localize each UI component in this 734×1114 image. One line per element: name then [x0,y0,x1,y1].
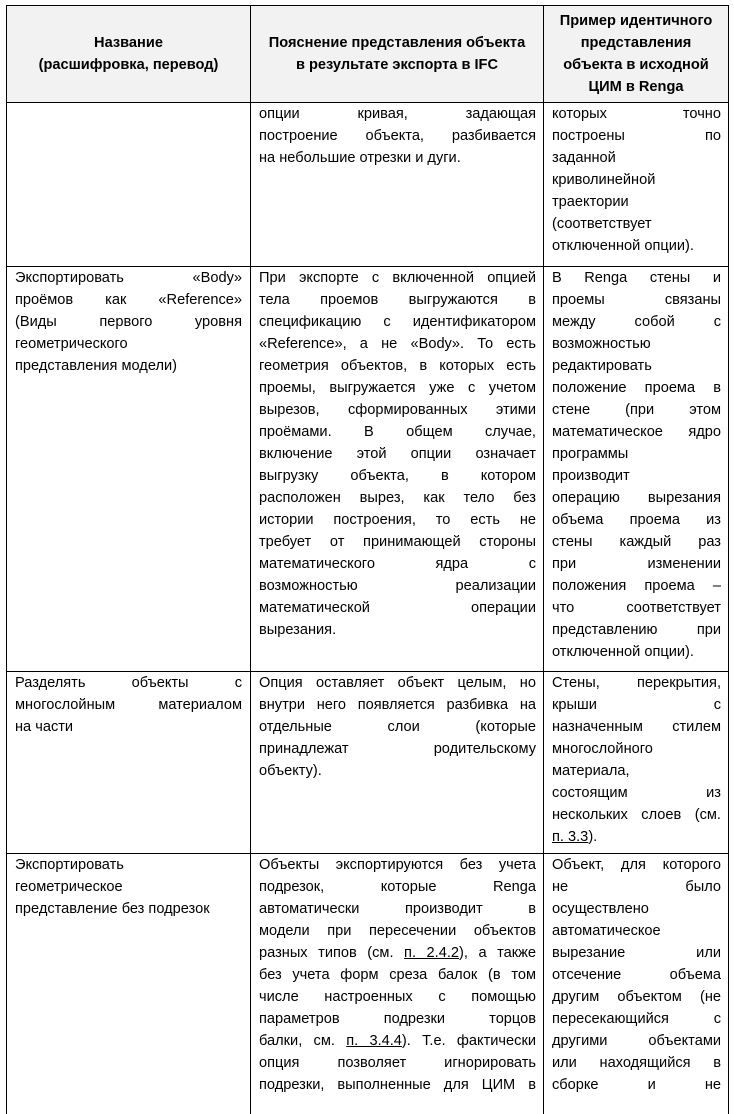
cell-example [544,672,729,854]
text-line: автоматическое [552,923,661,939]
text-line: (соответствует [552,216,652,232]
text-line: При экспорте с включенной опцией [259,270,536,286]
text-line: осуществлено [552,901,649,917]
text-line: Объект, для которого [552,857,721,873]
text-line: не было [552,879,721,895]
text-line: вырезания. [259,622,337,638]
text-line: внутри него появляется разбивка на [259,697,536,713]
table-header-row [7,6,729,103]
text-line: В Renga стены и [552,270,721,286]
text-line: проёмами. В общем случае, [259,424,536,440]
text-line: или находящийся в [552,1055,721,1071]
text-line: геометрического [15,336,128,352]
text-line: производит [552,468,630,484]
text-line: представление без подрезок [15,901,210,917]
text-line: Стены, перекрытия, [552,675,721,691]
text-line: требует от принимающей стороны [259,534,536,550]
text-line: автоматически производит в [259,901,536,917]
header-example-line: Пример идентичного [559,13,713,29]
text-line: траектории [552,194,629,210]
text-line: без учета форм среза балок (в том [259,967,536,983]
text-line: модели при пересечении объектов [259,923,536,939]
text-line: подрезки, выполненные для ЦИМ в [259,1077,536,1093]
text-line: разных типов (см. п. 2.4.2), а также [259,945,536,961]
header-example-line: представления [580,35,692,51]
cell-name [7,672,251,854]
text-line: криволинейной [552,172,656,188]
text-line: пересекающийся с [552,1011,721,1027]
cell-name [7,267,251,672]
text-line: проемы, выгружается уже с учетом [259,380,536,396]
cell-name [7,854,251,1114]
header-example-line: объекта в исходной [563,57,709,73]
text-line: подрезок, которые Renga [259,879,536,895]
ifc-export-options-table [6,5,729,1114]
text-line: Экспортировать «Body» [15,270,242,286]
text-line: проёмов как «Reference» [15,292,242,308]
text-line: материала, [552,763,630,779]
text-line: построены по [552,128,721,144]
text-line: проемы связаны [552,292,721,308]
text-line: назначенным стилем [552,719,721,735]
text-line: математическое ядро [552,424,721,440]
text-line: отключенной опции). [552,644,694,660]
text-line: сборке и не [552,1077,721,1093]
section-reference-link[interactable]: п. 3.4.4 [346,1033,402,1049]
text-line: математического ядра с [259,556,536,572]
cell-example [544,854,729,1114]
text-line: другими объектами [552,1033,721,1049]
text-line: редактировать [552,358,652,374]
text-line: многослойного [552,741,653,757]
text-line: возможностью [552,336,651,352]
text-line: стене (при этом [552,402,721,418]
text-line: операцию вырезания [552,490,721,506]
text-line: геометрическое [15,879,123,895]
cell-explanation [251,267,544,672]
text-line: параметров подрезки торцов [259,1011,536,1027]
text-line: Экспортировать [15,857,124,873]
text-line: заданной [552,150,616,166]
text-line: программы [552,446,629,462]
text-line: крыши с [552,697,721,713]
text-line: Опция оставляет объект целым, но [259,675,536,691]
text-line: которых точно [552,106,721,122]
text-line: объекту). [259,763,322,779]
text-line: представления модели) [15,358,177,374]
text-line: стены каждый раз [552,534,721,550]
cell-explanation [251,854,544,1114]
text-line: возможностью реализации [259,578,536,594]
header-example [544,6,729,103]
text-line: вырезов, сформированных этими [259,402,536,418]
header-name-line: (расшифровка, перевод) [38,57,219,73]
text-line: отдельные слои (которые [259,719,536,735]
text-line: опция позволяет игнорировать [259,1055,536,1071]
text-line: построение объекта, разбивается [259,128,536,144]
header-explanation-line: в результате экспорта в IFC [295,57,498,73]
header-name [7,6,251,103]
table-row [7,854,729,1114]
text-line: отсечение объема [552,967,721,983]
text-line: при изменении [552,556,721,572]
text-line: отключенной опции). [552,238,694,254]
text-line: числе настроенных с помощью [259,989,536,1005]
text-line: вырезание или [552,945,721,961]
text-line: нескольких слоев (см. [552,807,721,823]
text-line: выгрузку объекта, в котором [259,468,536,484]
header-name-line: Название [94,35,163,51]
header-example-line: ЦИМ в Renga [588,79,684,95]
text-line: многослойным материалом [15,697,242,713]
text-line: состоящим из [552,785,721,801]
text-line: между собой с [552,314,721,330]
text-line: другим объектом (не [552,989,721,1005]
text-line: на небольшие отрезки и дуги. [259,150,461,166]
table-row [7,267,729,672]
text-line: п. 3.3). [552,829,598,845]
text-line: истории построения, то есть не [259,512,536,528]
text-line: положение проема в [552,380,721,396]
text-line: опции кривая, задающая [259,106,536,122]
text-line: Объекты экспортируются без учета [259,857,536,873]
section-reference-link[interactable]: п. 2.4.2 [404,945,459,961]
text-line: положения проема – [552,578,721,594]
text-line: (Виды первого уровня [15,314,242,330]
table-row [7,672,729,854]
text-line: математической операции [259,600,536,616]
text-line: тела проемов выгружаются в [259,292,536,308]
text-line: принадлежат родительскому [259,741,536,757]
text-line: Разделять объекты с [15,675,242,691]
section-reference-link[interactable]: п. 3.3 [552,829,589,845]
text-line: «Reference», а не «Body». То есть [259,336,536,352]
cell-name [7,103,251,267]
text-line: геометрия объектов, в которых есть [259,358,536,374]
text-line: объема проема из [552,512,721,528]
text-line: спецификацию с идентификатором [259,314,536,330]
text-line: на части [15,719,74,735]
text-line: балки, см. п. 3.4.4). Т.е. фактически [259,1033,536,1049]
header-explanation [251,6,544,103]
cell-example [544,103,729,267]
text-line: включение этой опции означает [259,446,536,462]
cell-example [544,267,729,672]
cell-explanation [251,103,544,267]
header-explanation-line: Пояснение представления объекта [268,35,526,51]
cell-explanation [251,672,544,854]
table-row [7,103,729,267]
text-line: что соответствует [552,600,721,616]
text-line: представлению при [552,622,721,638]
text-line: расположен вырез, как тело без [259,490,536,506]
